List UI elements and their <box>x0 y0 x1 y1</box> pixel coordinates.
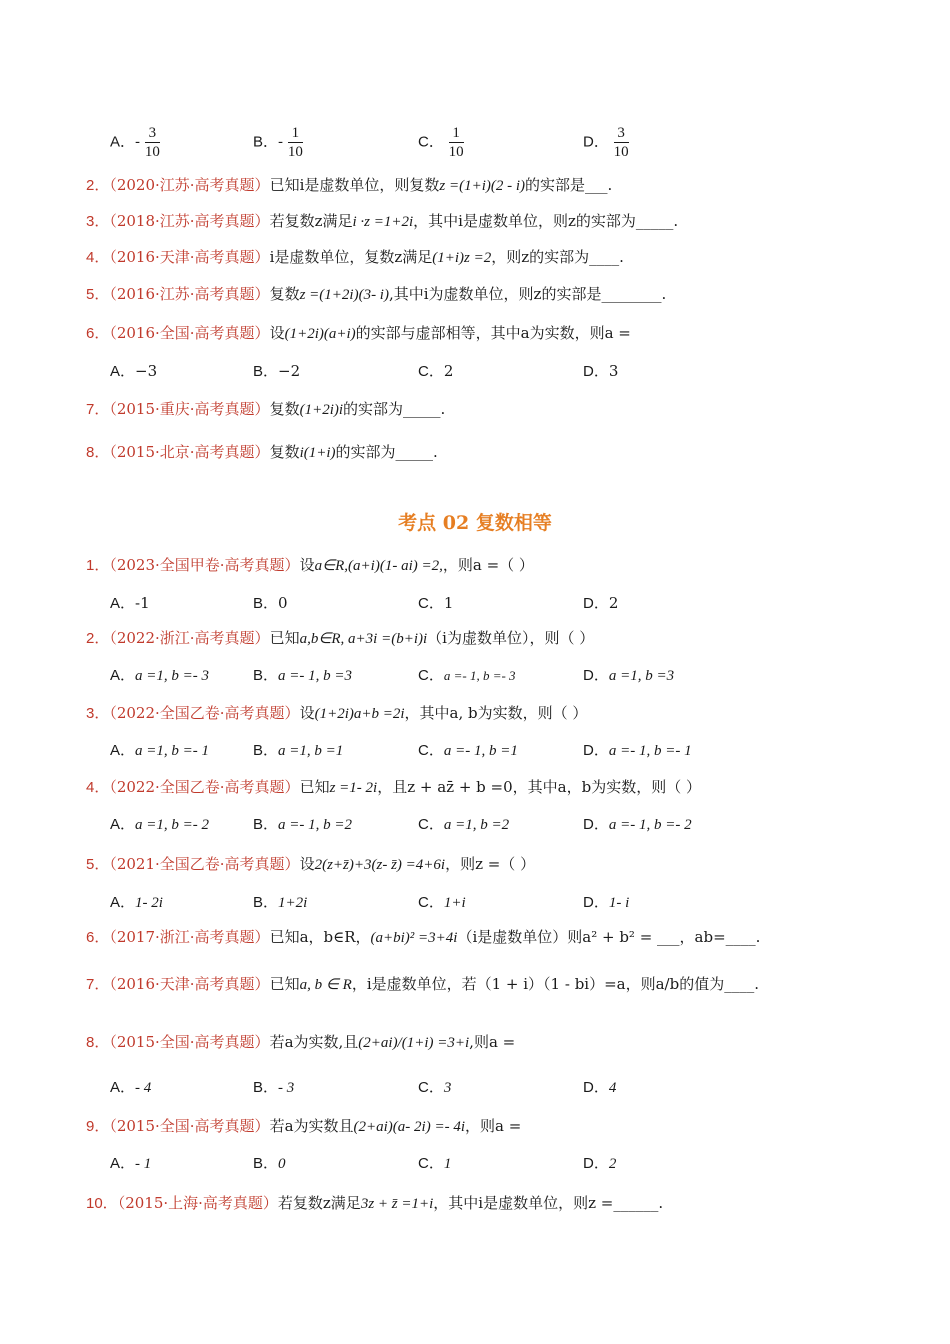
option-d: D．2 <box>583 594 619 612</box>
s2-question-10: 10．（2015·上海·高考真题）若复数z满足3z + z̄ =1+i，其中i是虚数单位，则z =______. <box>86 1194 664 1212</box>
s2-question-4: 4．（2022·全国乙卷·高考真题）已知z =1- 2i，且z + az̄ + b =0，其中a，b为实数，则（ ） <box>86 778 701 796</box>
option-d: D．a =- 1, b =- 2 <box>583 816 692 833</box>
option-c: C．1 <box>418 594 454 612</box>
option-a: A．- 1 <box>110 1155 152 1172</box>
s2-question-5: 5．（2021·全国乙卷·高考真题）设2(z+z̄)+3(z- z̄) =4+6i，则z =（ ） <box>86 855 536 873</box>
option-d: D． $\frac{3}{10}$ <box>583 125 629 160</box>
option-c: C．a =1, b =2 <box>418 816 510 833</box>
option-c: C．3 <box>418 1079 452 1096</box>
s2-question-9: 9．（2015·全国·高考真题）若a为实数且(2+ai)(a- 2i) =- 4i，则a = <box>86 1117 522 1135</box>
question-2: 2．（2020·江苏·高考真题）已知i是虚数单位，则复数z =(1+i)(2 - i)的实部是___. <box>86 176 613 194</box>
option-b: B．0 <box>253 1155 286 1172</box>
option-d: D．a =1, b =3 <box>583 667 675 684</box>
option-a: A．-1 <box>110 594 150 612</box>
question-8: 8．（2015·北京·高考真题）复数i(1+i)的实部为_____. <box>86 443 438 461</box>
s2-question-6: 6．（2017·浙江·高考真题）已知a，b∈R，(a+bi)² =3+4i（i是虚数单位）则a² + b² = ___，ab=____. <box>86 928 761 946</box>
option-c: C．a =- 1, b =- 3 <box>418 667 516 684</box>
option-b: B．a =- 1, b =2 <box>253 816 353 833</box>
question-3: 3．（2018·江苏·高考真题）若复数z满足i ·z =1+2i，其中i是虚数单位，则z的实部为_____. <box>86 212 679 230</box>
option-d: D．4 <box>583 1079 617 1096</box>
option-a: A．1- 2i <box>110 894 163 911</box>
s2-question-2: 2．（2022·浙江·高考真题）已知a,b∈R, a+3i =(b+i)i（i为虚数单位），则（ ） <box>86 629 595 647</box>
option-b: B．1+2i <box>253 894 308 911</box>
question-7: 7．（2015·重庆·高考真题）复数(1+2i)i的实部为_____. <box>86 400 446 418</box>
s2-question-8: 8．（2015·全国·高考真题）若a为实数,且(2+ai)/(1+i) =3+i,则a = <box>86 1033 516 1051</box>
option-c: C．2 <box>418 362 454 380</box>
option-b: B．a =- 1, b =3 <box>253 667 353 684</box>
s2-question-1: 1．（2023·全国甲卷·高考真题）设a∈R,(a+i)(1- ai) =2,，则a =（ ） <box>86 556 534 574</box>
option-a: A．- $\frac{3}{10}$ <box>110 125 160 160</box>
option-d: D．3 <box>583 362 619 380</box>
option-d: D．a =- 1, b =- 1 <box>583 742 692 759</box>
question-5: 5．（2016·江苏·高考真题）复数z =(1+2i)(3- i),其中i为虚数单位，则z的实部是________. <box>86 285 667 303</box>
option-b: B．0 <box>253 594 288 612</box>
option-c: C．1+i <box>418 894 466 911</box>
option-b: B．- 3 <box>253 1079 295 1096</box>
option-a: A．a =1, b =- 1 <box>110 742 210 759</box>
option-a: A．- 4 <box>110 1079 152 1096</box>
question-6: 6．（2016·全国·高考真题）设(1+2i)(a+i)的实部与虚部相等，其中a为实数，则a = <box>86 324 631 342</box>
option-c: C．1 <box>418 1155 452 1172</box>
option-b: B．- $\frac{1}{10}$ <box>253 125 303 160</box>
s2-question-3: 3．（2022·全国乙卷·高考真题）设(1+2i)a+b =2i，其中a, b为实数，则（ ） <box>86 704 588 722</box>
option-b: B．a =1, b =1 <box>253 742 344 759</box>
option-a: A．a =1, b =- 3 <box>110 667 210 684</box>
question-4: 4．（2016·天津·高考真题）i是虚数单位，复数z满足(1+i)z =2，则z的实部为____. <box>86 248 624 266</box>
s2-question-7: 7．（2016·天津·高考真题）已知a, b ∈ R，i是虚数单位，若（1 + i）（1 - bi）=a，则a/b的值为____. <box>86 975 759 993</box>
option-c: C． $\frac{1}{10}$ <box>418 125 464 160</box>
option-a: A．−3 <box>110 362 158 380</box>
section-heading: 考点 02 复数相等 <box>398 512 552 534</box>
option-c: C．a =- 1, b =1 <box>418 742 518 759</box>
option-b: B．−2 <box>253 362 301 380</box>
option-d: D．2 <box>583 1155 617 1172</box>
option-a: A．a =1, b =- 2 <box>110 816 210 833</box>
option-d: D．1- i <box>583 894 630 911</box>
